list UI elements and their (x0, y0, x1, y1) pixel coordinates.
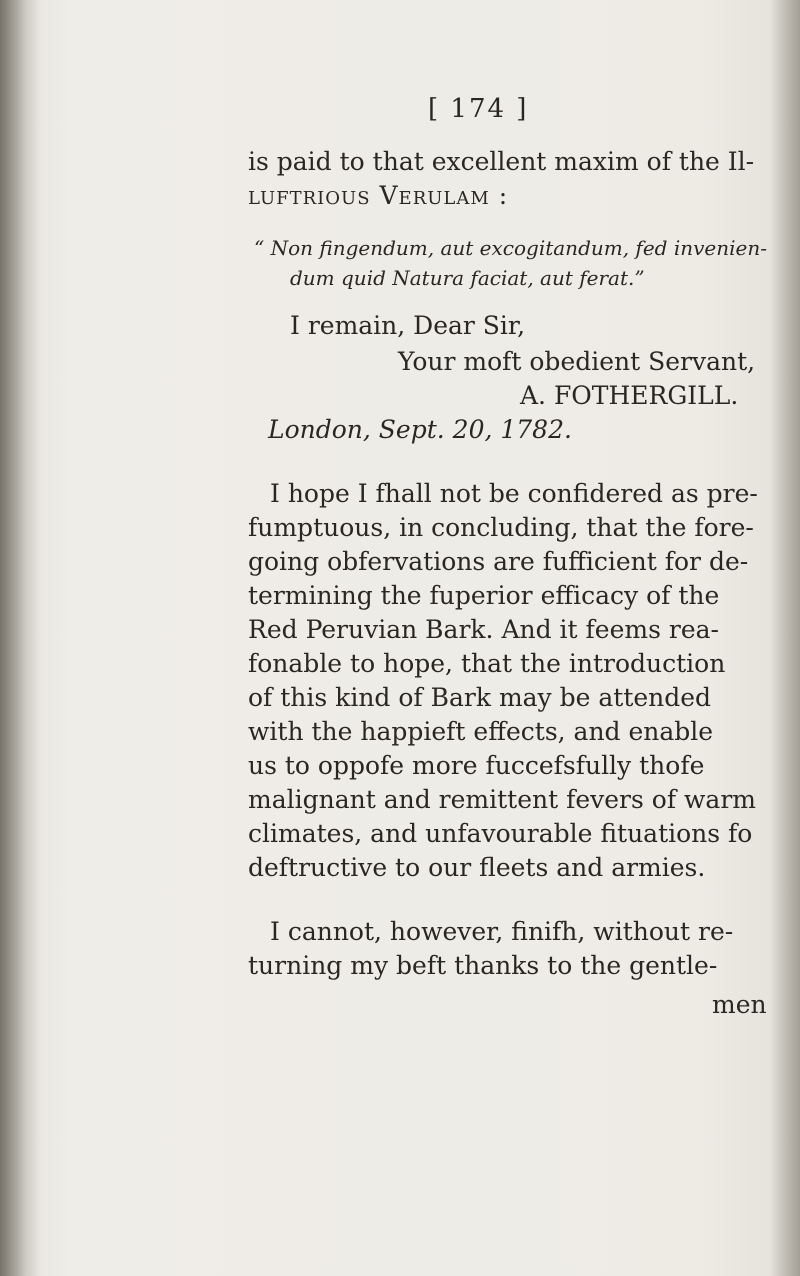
text-line: climates, and unfavourable fituations fo (248, 819, 753, 848)
page-edge (770, 0, 800, 1276)
catchword: men (712, 990, 767, 1019)
page-number: [ 174 ] (428, 94, 529, 124)
text-line: is paid to that excellent maxim of the Il- (248, 147, 755, 176)
text-line: deftructive to our fleets and armies. (248, 853, 706, 882)
quote-line: “ Non fingendum, aut excogitandum, fed invenien- (254, 236, 767, 260)
place-date: London, Sept. 20, 1782. (268, 415, 572, 444)
text-line: I cannot, however, finifh, without re- (270, 917, 734, 946)
text-line: termining the fuperior efficacy of the (248, 581, 720, 610)
text-line: Red Peruvian Bark. And it feems rea- (248, 615, 719, 644)
text-line: of this kind of Bark may be attended (248, 683, 712, 712)
text-line: with the happieft effects, and enable (248, 717, 714, 746)
signature-name: A. FOTHERGILL. (520, 381, 739, 410)
text-line: I hope I fhall not be confidered as pre- (270, 479, 758, 508)
text-line: malignant and remittent fevers of warm (248, 785, 756, 814)
text-line: going obfervations are fufficient for de- (248, 547, 749, 576)
text-line: us to oppofe more fuccefsfully thofe (248, 751, 705, 780)
text-line: fumptuous, in concluding, that the fore- (248, 513, 754, 542)
closing-line: Your moft obedient Servant, (398, 347, 756, 376)
text-line: fonable to hope, that the introduction (248, 649, 726, 678)
closing-line: I remain, Dear Sir, (290, 311, 526, 340)
quote-line: dum quid Natura faciat, aut ferat.” (290, 266, 645, 290)
binding-shadow (0, 0, 42, 1276)
text-line: luftrious Verulam : (248, 181, 509, 210)
text-line: turning my beft thanks to the gentle- (248, 951, 718, 980)
